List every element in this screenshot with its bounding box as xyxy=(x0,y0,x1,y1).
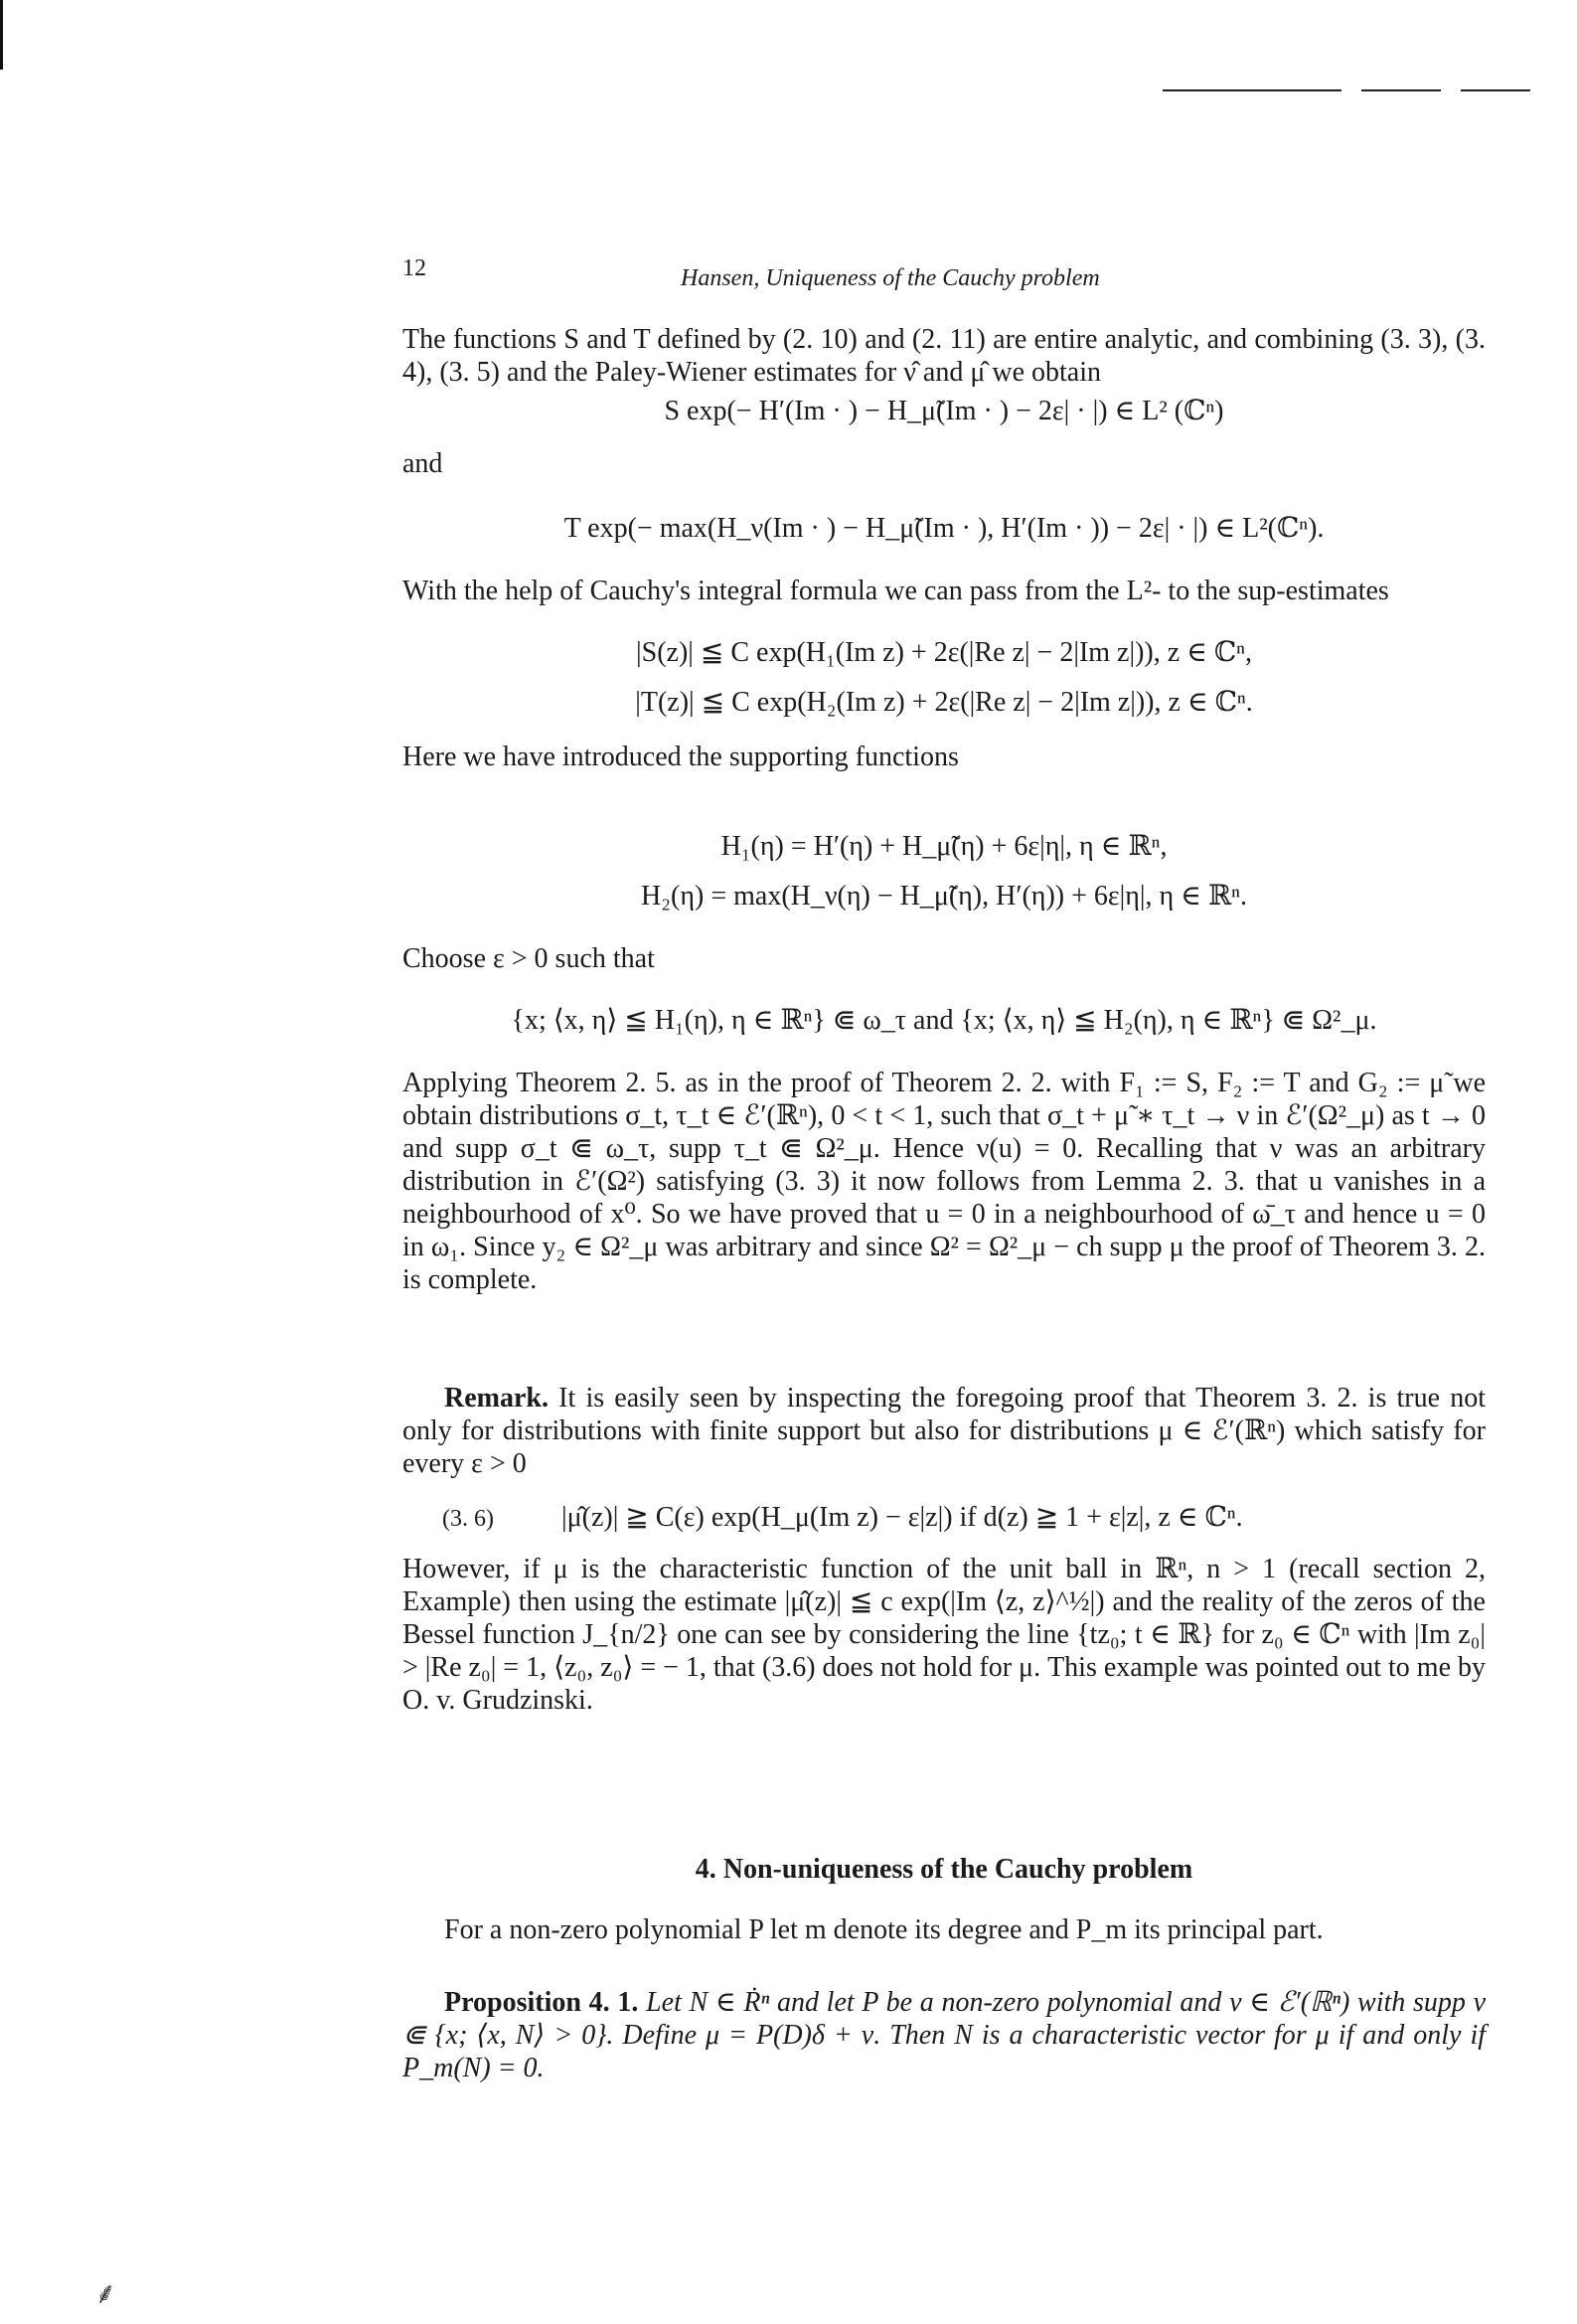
scan-edge-mark xyxy=(0,0,3,70)
paragraph: For a non-zero polynomial P let m denote its degree and P_m its principal part. xyxy=(444,1914,1324,1945)
scan-smudge: ⸙ xyxy=(94,2277,117,2310)
paragraph: Here we have introduced the supporting functions xyxy=(402,742,959,772)
numbered-equation xyxy=(402,1501,1486,1536)
proposition-label: Proposition 4. 1. xyxy=(444,1987,639,2018)
paragraph: The functions S and T defined by (2. 10) and (2. 11) are entire analytic, and combining (3. 3), (3. 4), (3. 5) and the Paley-Wiener estimates for ν̂ and μ̂ we obtain xyxy=(402,324,1486,388)
proposition-text: Let N ∈ Ṙⁿ and let P be a non-zero polynomial and ν ∈ ℰ′(ℝⁿ) with supp ν ⋐ {x; ⟨x, N⟩ > 0}. Define μ = P(D)δ + ν. Then N is a characteristic vector for μ if and only if P_m(N) = 0. xyxy=(402,1987,1487,2083)
equation: |T(z)| ≦ C exp(H₂(Im z) + 2ε(|Re z| − 2|Im z|)), z ∈ ℂⁿ. xyxy=(635,687,1253,718)
equation: {x; ⟨x, η⟩ ≦ H₁(η), η ∈ ℝⁿ} ⋐ ω_τ and {x; ⟨x, η⟩ ≦ H₂(η), η ∈ ℝⁿ} ⋐ Ω²_μ. xyxy=(511,1005,1377,1036)
section-title: 4. Non-uniqueness of the Cauchy problem xyxy=(695,1854,1193,1885)
equation: T exp(− max(H_ν(Im · ) − H_μ̃(Im · ), H′(Im · )) − 2ε| · |) ∈ L²(ℂⁿ). xyxy=(563,513,1325,544)
equation: S exp(− H′(Im · ) − H_μ̃(Im · ) − 2ε| · |) ∈ L² (ℂⁿ) xyxy=(664,396,1224,426)
scan-rule xyxy=(1163,89,1341,91)
equation: H₁(η) = H′(η) + H_μ̃(η) + 6ε|η|, η ∈ ℝⁿ, xyxy=(720,831,1168,862)
running-head: Hansen, Uniqueness of the Cauchy problem xyxy=(681,265,1100,291)
connective-and: and xyxy=(402,448,443,479)
equation: H₂(η) = max(H_ν(η) − H_μ̃(η), H′(η)) + 6ε|η|, η ∈ ℝⁿ. xyxy=(641,881,1247,912)
equation: |S(z)| ≦ C exp(H₁(Im z) + 2ε(|Re z| − 2|Im z|)), z ∈ ℂⁿ, xyxy=(636,637,1252,668)
equation: |μ̂(z)| ≧ C(ε) exp(H_μ(Im z) − ε|z|) if d(z) ≧ 1 + ε|z|, z ∈ ℂⁿ. xyxy=(561,1502,1243,1533)
page-number: 12 xyxy=(402,255,426,281)
remark-text: It is easily seen by inspecting the foregoing proof that Theorem 3. 2. is true not only for distributions with finite support but also for distributions μ ∈ ℰ′(ℝⁿ) which satisfy for every ε > 0 xyxy=(402,1383,1487,1479)
remark-label: Remark. xyxy=(444,1383,549,1413)
proposition-paragraph xyxy=(402,1986,1486,2084)
scan-rule xyxy=(1461,89,1530,91)
remark-paragraph xyxy=(402,1382,1486,1480)
paragraph: However, if μ is the characteristic function of the unit ball in ℝⁿ, n > 1 (recall section 2, Example) then using the estimate |μ̂(z)| ≦ c exp(|Im ⟨z, z⟩^½|) and the reality of the zeros of the Bessel function J_{n/2} one can see by considering the line {tz₀; t ∈ ℝ} for z₀ ∈ ℂⁿ with |Im z₀| > |Re z₀| = 1, ⟨z₀, z₀⟩ = − 1, that (3.6) does not hold for μ. This example was pointed out to me by O. v. Grudzinski. xyxy=(402,1554,1486,1716)
paragraph: Applying Theorem 2. 5. as in the proof of Theorem 2. 2. with F₁ := S, F₂ := T and G₂ := μ̃ we obtain distributions σ_t, τ_t ∈ ℰ′(ℝⁿ), 0 < t < 1, such that σ_t + μ̃ ∗ τ_t → ν in ℰ′(Ω²_μ) as t → 0 and supp σ_t ⋐ ω_τ, supp τ_t ⋐ Ω²_μ. Hence ν(u) = 0. Recalling that ν was an arbitrary distribution in ℰ′(Ω²) satisfying (3. 3) it now follows from Lemma 2. 3. that u vanishes in a neighbourhood of x⁰. So we have proved that u = 0 in a neighbourhood of ω̄_τ and hence u = 0 in ω₁. Since y₂ ∈ Ω²_μ was arbitrary and since Ω² = Ω²_μ − ch supp μ the proof of Theorem 3. 2. is complete. xyxy=(402,1068,1486,1295)
equation-number: (3. 6) xyxy=(442,1506,494,1532)
scan-rule xyxy=(1361,89,1441,91)
paragraph: Choose ε > 0 such that xyxy=(402,943,655,974)
paragraph: With the help of Cauchy's integral formula we can pass from the L²- to the sup-estimates xyxy=(402,576,1389,606)
